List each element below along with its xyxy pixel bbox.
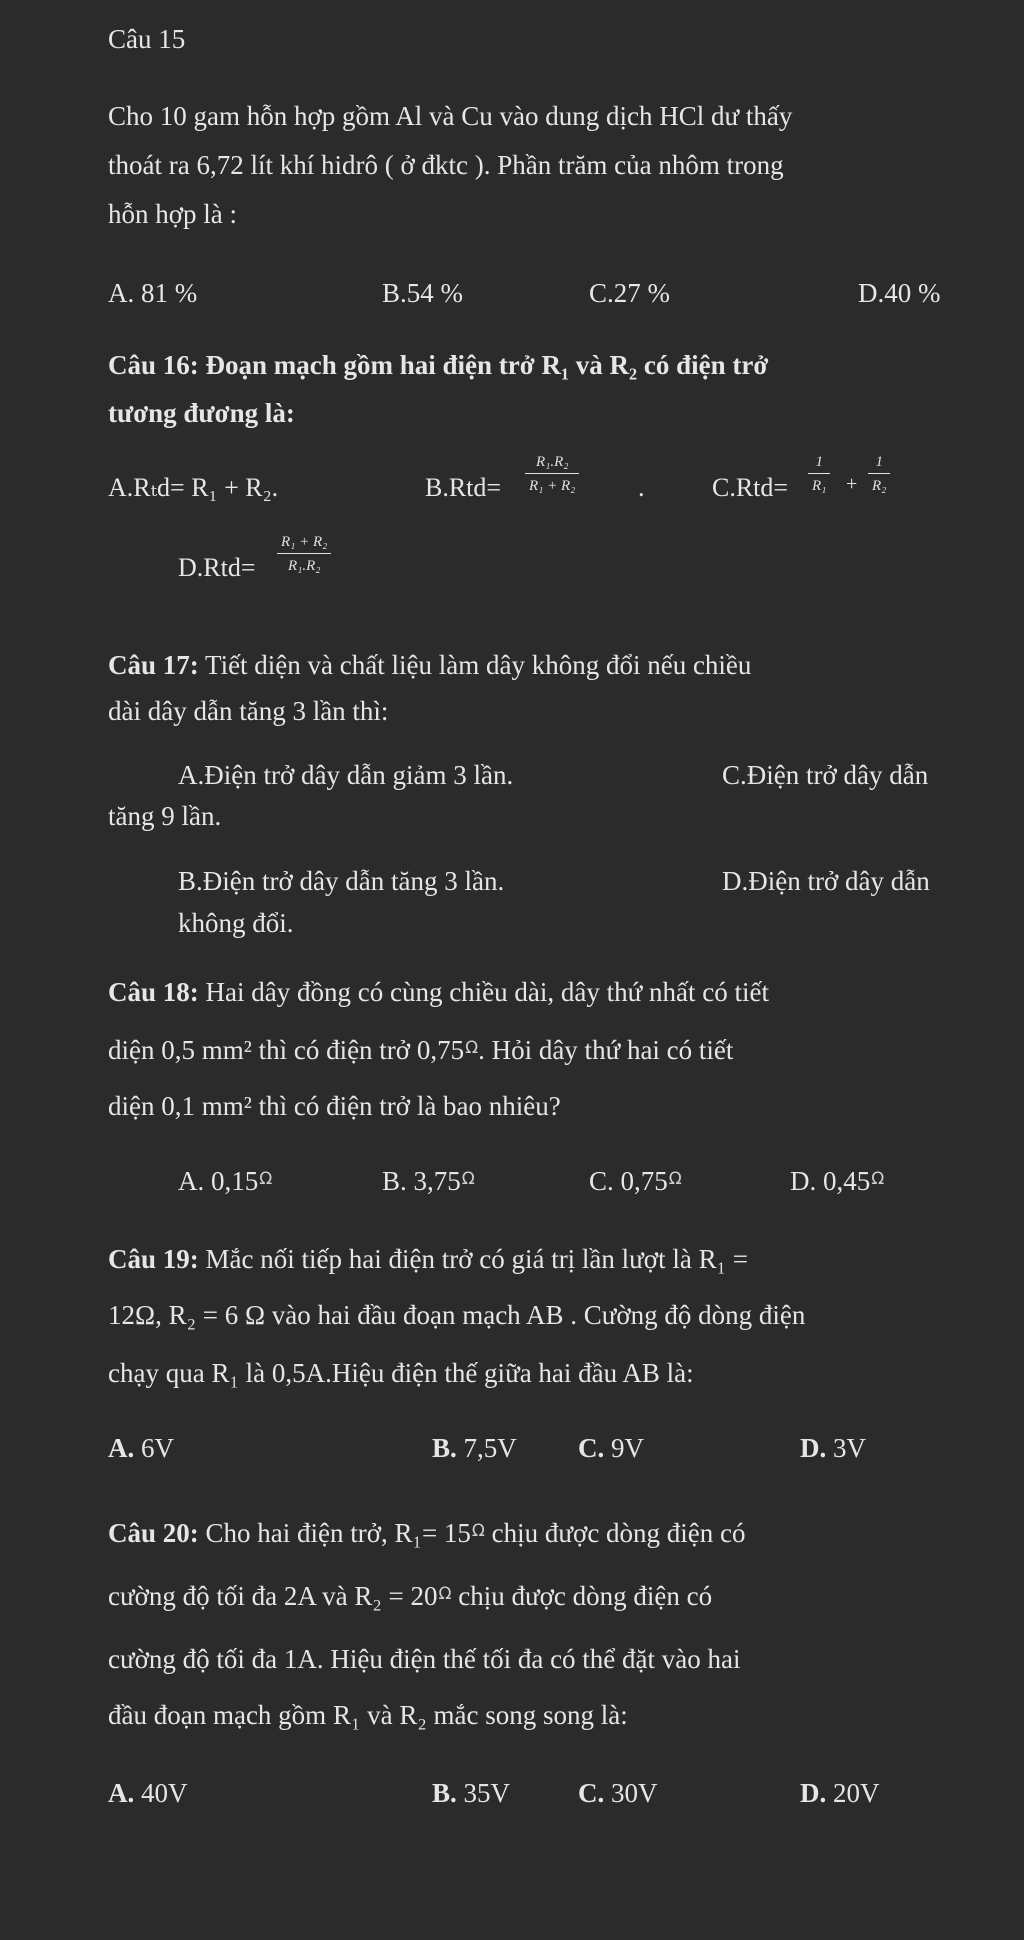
q19-title: Câu 19: xyxy=(108,1244,199,1274)
q20-line1 xyxy=(108,1520,746,1547)
q18-option-d-text: D. 0,45 xyxy=(790,1166,871,1196)
q16-c-denominator-1: R₁ xyxy=(808,473,830,494)
q16-c-numerator-2: 1 xyxy=(875,454,883,470)
q18-option-c xyxy=(589,1168,682,1195)
q15-line2: thoát ra 6,72 lít khí hidrô ( ở đktc ). Phần trăm của nhôm trong xyxy=(108,150,784,180)
q15-option-d: D.40 % xyxy=(858,278,941,308)
q18-line1-text: Hai dây đồng có cùng chiều dài, dây thứ nhất có tiết xyxy=(198,977,769,1007)
ohm-symbol: Ω xyxy=(471,1521,485,1541)
q20-option-c xyxy=(578,1780,658,1807)
q17-line2: dài dây dẫn tăng 3 lần thì: xyxy=(108,696,389,726)
ohm-symbol: Ω xyxy=(465,1038,479,1058)
q20-option-c-label: C. xyxy=(578,1778,605,1808)
q18-option-b-text: B. 3,75 xyxy=(382,1166,461,1196)
q16-d-numerator: R₁ + R₂ xyxy=(281,534,328,550)
ohm-symbol: Ω xyxy=(668,1169,682,1189)
q20-line2-a: cường độ tối đa 2A và R₂ = 20 xyxy=(108,1581,438,1611)
q18-line2 xyxy=(108,1037,733,1064)
q19-option-a xyxy=(108,1435,174,1462)
q18-option-c-text: C. 0,75 xyxy=(589,1166,668,1196)
q18-option-a xyxy=(178,1168,272,1195)
q20-option-a-label: A. xyxy=(108,1778,135,1808)
q19-option-b xyxy=(432,1435,517,1462)
q15-line3: hỗn hợp là : xyxy=(108,199,238,229)
q20-title: Câu 20: xyxy=(108,1518,199,1548)
q19-line1 xyxy=(108,1246,748,1273)
q16-option-d-fraction xyxy=(277,535,331,574)
q19-option-d-value: 3V xyxy=(826,1433,866,1463)
q17-option-a: A.Điện trở dây dẫn giảm 3 lần. xyxy=(178,760,514,790)
q18-option-b xyxy=(382,1168,475,1195)
q16-option-a: A.Rₜd= R₁ + R₂. xyxy=(108,473,279,502)
q19-option-b-label: B. xyxy=(432,1433,457,1463)
q20-line2-b: chịu được dòng điện có xyxy=(451,1581,713,1611)
q15-option-b: B.54 % xyxy=(382,278,463,308)
q19-option-d-label: D. xyxy=(800,1433,827,1463)
q20-line3: cường độ tối đa 1A. Hiệu điện thế tối đa có thể đặt vào hai xyxy=(108,1644,741,1674)
q17-option-d: D.Điện trở dây dẫn xyxy=(722,866,930,896)
q19-option-a-value: 6V xyxy=(134,1433,174,1463)
q17-option-c: C.Điện trở dây dẫn xyxy=(722,760,929,790)
q19-line3: chạy qua R₁ là 0,5A.Hiệu điện thế giữa hai đầu AB là: xyxy=(108,1358,694,1388)
q16-title-line1: Câu 16: Đoạn mạch gồm hai điện trở R₁ và R₂ có điện trở xyxy=(108,350,769,380)
q19-option-d xyxy=(800,1435,866,1462)
q15-option-c: C.27 % xyxy=(589,278,670,308)
q19-option-b-value: 7,5V xyxy=(456,1433,517,1463)
ohm-symbol: Ω xyxy=(438,1584,452,1604)
q20-option-a-value: 40V xyxy=(134,1778,188,1808)
q18-line3: diện 0,1 mm² thì có điện trở là bao nhiêu? xyxy=(108,1091,561,1121)
q16-option-c-prefix: C.Rtd= xyxy=(712,473,789,502)
q17-option-b: B.Điện trở dây dẫn tăng 3 lần. xyxy=(178,866,505,896)
q15-line1: Cho 10 gam hỗn hợp gồm Al và Cu vào dung dịch HCl dư thấy xyxy=(108,101,793,131)
q20-option-b xyxy=(432,1780,510,1807)
q20-line4: đầu đoạn mạch gồm R₁ và R₂ mắc song song là: xyxy=(108,1700,628,1730)
q20-line1-b: chịu được dòng điện có xyxy=(484,1518,746,1548)
q18-line2-b: . Hỏi dây thứ hai có tiết xyxy=(478,1035,734,1065)
q20-option-c-value: 30V xyxy=(604,1778,658,1808)
q18-line1 xyxy=(108,979,769,1006)
q16-d-denominator: R₁.R₂ xyxy=(277,553,331,574)
q20-option-d xyxy=(800,1780,880,1807)
q20-option-a xyxy=(108,1780,188,1807)
q16-b-numerator: R₁.R₂ xyxy=(535,454,569,470)
q16-option-c-fraction-2 xyxy=(868,455,890,494)
q16-c-plus: + xyxy=(846,473,858,495)
q16-c-numerator-1: 1 xyxy=(815,454,823,470)
q20-line2 xyxy=(108,1583,712,1610)
q16-option-c-fraction-1 xyxy=(808,455,830,494)
q17-title: Câu 17: xyxy=(108,650,199,680)
q15-option-a: A. 81 % xyxy=(108,278,198,308)
q16-c-denominator-2: R₂ xyxy=(868,473,890,494)
q20-option-d-label: D. xyxy=(800,1778,827,1808)
q18-option-a-text: A. 0,15 xyxy=(178,1166,259,1196)
q17-line1 xyxy=(108,652,751,679)
q17-option-c-cont: tăng 9 lần. xyxy=(108,801,222,831)
q20-line1-a: Cho hai điện trở, R₁= 15 xyxy=(198,1518,471,1548)
q19-option-c-value: 9V xyxy=(604,1433,644,1463)
q17-line1-text: Tiết diện và chất liệu làm dây không đổi nếu chiều xyxy=(198,650,752,680)
ohm-symbol: Ω xyxy=(871,1169,885,1189)
q17-option-d-cont: không đổi. xyxy=(178,908,294,938)
q15-title: Câu 15 xyxy=(108,24,186,54)
q16-option-b-fraction xyxy=(525,455,579,494)
q19-option-c xyxy=(578,1435,644,1462)
q19-line2: 12Ω, R₂ = 6 Ω vào hai đầu đoạn mạch AB . Cường độ dòng điện xyxy=(108,1300,806,1330)
q16-b-denominator: R₁ + R₂ xyxy=(525,473,579,494)
q19-option-c-label: C. xyxy=(578,1433,605,1463)
ohm-symbol: Ω xyxy=(259,1169,273,1189)
q18-option-d xyxy=(790,1168,884,1195)
q16-option-d-prefix: D.Rtd= xyxy=(178,553,256,582)
q20-option-b-value: 35V xyxy=(456,1778,511,1808)
q20-option-d-value: 20V xyxy=(826,1778,880,1808)
q20-option-b-label: B. xyxy=(432,1778,457,1808)
q16-title-line2: tương đương là: xyxy=(108,398,295,428)
q19-line1-text: Mắc nối tiếp hai điện trở có giá trị lần lượt là R₁ = xyxy=(198,1244,748,1274)
q16-option-b-prefix: B.Rtd= xyxy=(425,473,502,502)
q19-option-a-label: A. xyxy=(108,1433,135,1463)
q16-option-b-suffix: . xyxy=(638,473,645,502)
q18-line2-a: diện 0,5 mm² thì có điện trở 0,75 xyxy=(108,1035,465,1065)
q18-title: Câu 18: xyxy=(108,977,199,1007)
ohm-symbol: Ω xyxy=(461,1169,475,1189)
